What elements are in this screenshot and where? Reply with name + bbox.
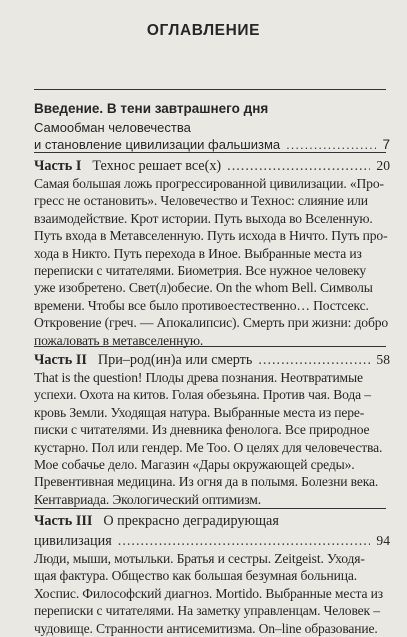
contents-line: уже изобретено. Свет(л)обесие. On the whom Bell. Символы <box>34 280 373 296</box>
contents-line: Откровение (греч. — Апокалипсис). Смерть при жизни: добро <box>34 315 389 331</box>
contents-line: кровь Земли. Уходящая натура. Выбранные места из пере- <box>34 404 365 420</box>
leader-dots <box>258 351 370 370</box>
intro-subtitle-line: Самообман человечества <box>34 120 191 135</box>
part-title: При–род(ин)а или смерть <box>97 352 253 368</box>
intro-heading: Введение. В тени завтрашнего дня <box>34 101 269 116</box>
intro-subtitle-line: и становление цивилизации фальшизма ..... 7 <box>34 136 390 153</box>
leader-dots <box>118 532 371 551</box>
contents-line: Самая большая ложь прогрессированной цивилизации. «Про- <box>34 176 384 191</box>
contents-line: гресс не остановить». Человечество и Технос: слияние или <box>34 193 368 209</box>
contents-line: переписки с читателями. На заметку управленцам. Человек – <box>34 603 380 619</box>
page-number: 58 <box>376 352 390 367</box>
part-title: цивилизация <box>34 533 112 549</box>
contents-line: пожаловать в метавселенную. <box>34 332 204 348</box>
page-number: 20 <box>376 158 390 173</box>
contents-line: Путь входа в Метавселенную. Путь исхода в Ничто. Путь про- <box>34 228 388 244</box>
contents-line: Кентавриада. Экологический оптимизм. <box>34 491 261 507</box>
contents-line: Мое собачье дело. Магазин «Дары окружающей среды». <box>34 456 355 472</box>
contents-line: переписки с читателями. Биометрия. Все нужное человеку <box>34 262 367 278</box>
toc-entry-part-2[interactable] <box>34 350 390 508</box>
contents-line: чудовище. Странности антисемитизма. On–line образование. <box>34 620 378 636</box>
contents-line: That is the question! Плоды древа познания. Неотвратимые <box>34 370 363 385</box>
divider <box>34 508 386 509</box>
part-heading-continued <box>34 531 390 550</box>
contents-line: щая фактура. Общество как большая безумная больница. <box>34 568 357 584</box>
part-title: О прекрасно деградирующая <box>103 513 279 529</box>
contents-line: Хоспис. Философский диагноз. Mortido. Выбранные места из <box>34 585 383 601</box>
contents-line: взаимодействие. Крот истории. Путь выхода во Вселенную. <box>34 210 373 226</box>
part-heading <box>34 512 390 531</box>
part-label: Часть III <box>34 513 93 529</box>
contents-line: времени. Чтобы все было противоестественно… Постсекс. <box>34 297 369 313</box>
part-heading <box>34 156 390 175</box>
toc-entry-part-1[interactable] <box>34 156 390 349</box>
page-number: 94 <box>376 533 390 548</box>
part-label: Часть II <box>34 352 87 368</box>
contents-line: успехи. Охота на китов. Голая обезьяна. Против чая. Вода – <box>34 387 371 403</box>
part-title: Технос решает все(х) <box>92 158 222 174</box>
part-heading <box>34 350 390 369</box>
part-label: Часть I <box>34 158 82 174</box>
page-title: ОГЛАВЛЕНИЕ <box>146 22 261 39</box>
contents-line: писки с читателями. Из дневника фенолога. Все природное <box>34 422 370 438</box>
contents-line: кустарно. Пол или гендер. Me Too. О целях для человечества. <box>34 439 383 455</box>
toc-entry-intro[interactable] <box>34 99 390 153</box>
divider <box>34 346 386 347</box>
contents-line: Люди, мыши, мотыльки. Братья и сестры. Zeitgeist. Уходя- <box>34 551 365 566</box>
leader-dots <box>227 157 370 176</box>
divider <box>34 152 386 153</box>
page-number: 7 <box>382 137 390 152</box>
contents-line: Превентивная медицина. Из огня да в полымя. Болезни века. <box>34 474 379 490</box>
leader-dots <box>286 136 376 153</box>
contents-line: хода в Никто. Путь перехода в Иное. Выбранные места из <box>34 245 362 261</box>
toc-entry-part-3[interactable] <box>34 512 390 637</box>
divider <box>34 89 386 90</box>
